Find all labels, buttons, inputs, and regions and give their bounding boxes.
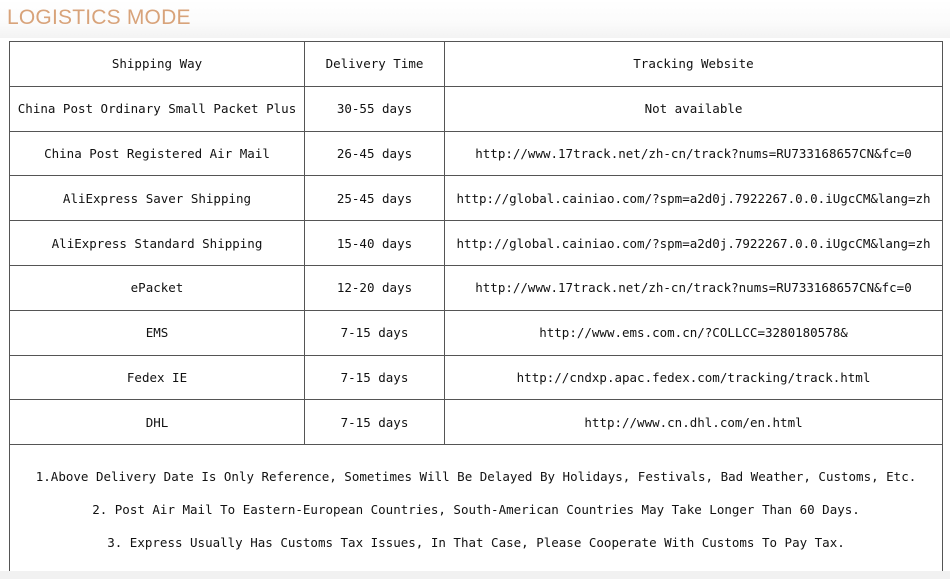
- shipping-way-cell: China Post Ordinary Small Packet Plus: [10, 86, 305, 131]
- table-row: [10, 176, 943, 221]
- delivery-time-cell: 7-15 days: [305, 310, 445, 355]
- delivery-time-cell: 7-15 days: [305, 355, 445, 400]
- tracking-website-cell[interactable]: http://global.cainiao.com/?spm=a2d0j.7922267.0.0.iUgcCM&lang=zh: [445, 176, 943, 221]
- shipping-way-cell: DHL: [10, 400, 305, 445]
- delivery-time-cell: 30-55 days: [305, 86, 445, 131]
- delivery-time-cell: 15-40 days: [305, 221, 445, 266]
- table-row: [10, 131, 943, 176]
- table-row: [10, 400, 943, 445]
- delivery-time-cell: 7-15 days: [305, 400, 445, 445]
- shipping-way-cell: Fedex IE: [10, 355, 305, 400]
- shipping-way-cell: ePacket: [10, 265, 305, 310]
- shipping-way-cell: EMS: [10, 310, 305, 355]
- page-header: [0, 0, 950, 38]
- tracking-website-cell[interactable]: http://www.ems.com.cn/?COLLCC=3280180578&: [445, 310, 943, 355]
- table-row: [10, 221, 943, 266]
- note-line: 1.Above Delivery Date Is Only Reference, Sometimes Will Be Delayed By Holidays, Festivals, Bad Weather, Customs, Etc.: [35, 468, 917, 484]
- tracking-website-cell[interactable]: http://global.cainiao.com/?spm=a2d0j.7922267.0.0.iUgcCM&lang=zh: [445, 221, 943, 266]
- column-header-delivery-time: Delivery Time: [305, 42, 445, 87]
- column-header-tracking-website: Tracking Website: [445, 42, 943, 87]
- shipping-way-cell: China Post Registered Air Mail: [10, 131, 305, 176]
- tracking-website-cell[interactable]: http://www.cn.dhl.com/en.html: [445, 400, 943, 445]
- page-title: LOGISTICS MODE: [7, 6, 191, 29]
- note-line: 3. Express Usually Has Customs Tax Issues, In That Case, Please Cooperate With Customs To Pay Tax.: [107, 534, 845, 550]
- tracking-website-cell[interactable]: http://www.17track.net/zh-cn/track?nums=RU733168657CN&fc=0: [445, 265, 943, 310]
- note-line: 2. Post Air Mail To Eastern-European Countries, South-American Countries May Take Longer Than 60 Days.: [92, 501, 860, 517]
- column-header-shipping-way: Shipping Way: [10, 42, 305, 87]
- delivery-time-cell: 25-45 days: [305, 176, 445, 221]
- shipping-table: [9, 41, 943, 574]
- notes-row: [10, 445, 943, 574]
- table-row: [10, 310, 943, 355]
- notes-cell: [10, 445, 943, 574]
- table-header-row: [10, 42, 943, 87]
- tracking-website-cell: Not available: [445, 86, 943, 131]
- delivery-time-cell: 26-45 days: [305, 131, 445, 176]
- table-row: [10, 355, 943, 400]
- tracking-website-cell[interactable]: http://cndxp.apac.fedex.com/tracking/track.html: [445, 355, 943, 400]
- table-row: [10, 86, 943, 131]
- delivery-time-cell: 12-20 days: [305, 265, 445, 310]
- shipping-way-cell: AliExpress Saver Shipping: [10, 176, 305, 221]
- shipping-way-cell: AliExpress Standard Shipping: [10, 221, 305, 266]
- table-row: [10, 265, 943, 310]
- bottom-shade: [0, 571, 950, 579]
- tracking-website-cell[interactable]: http://www.17track.net/zh-cn/track?nums=RU733168657CN&fc=0: [445, 131, 943, 176]
